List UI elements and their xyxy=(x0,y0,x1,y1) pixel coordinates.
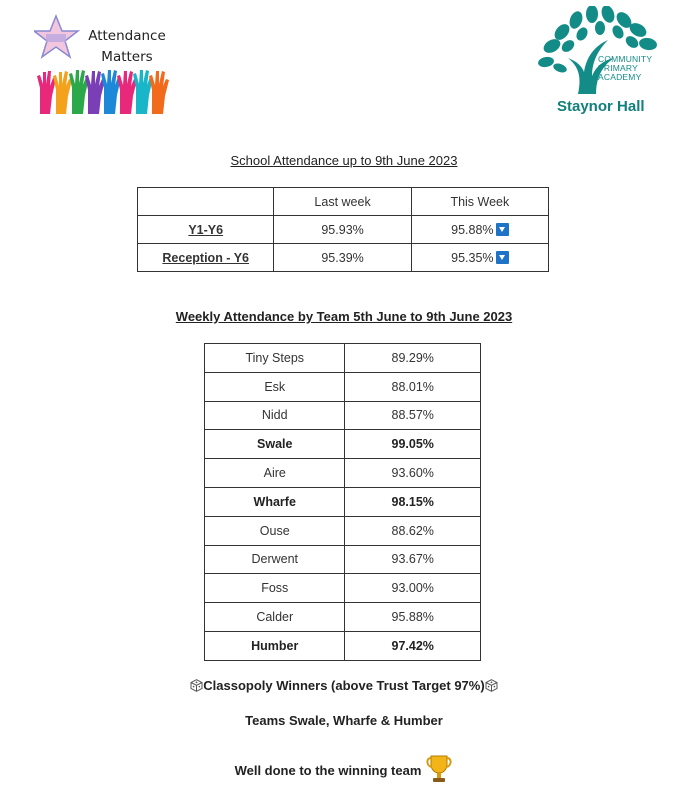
table-row xyxy=(205,430,481,459)
team-name: Wharfe xyxy=(205,487,345,516)
team-value: 95.88% xyxy=(345,603,481,632)
table-row xyxy=(205,487,481,516)
team-attendance-heading-text: Weekly Attendance by Team 5th June to 9th June 2023 xyxy=(175,309,513,324)
team-name: Tiny Steps xyxy=(205,344,345,373)
dice-icon xyxy=(485,679,498,692)
table-row xyxy=(138,216,549,244)
logo-tagline-3: ACADEMY xyxy=(598,72,642,82)
table-row xyxy=(205,603,481,632)
team-name: Aire xyxy=(205,459,345,488)
this-week-cell xyxy=(411,216,548,244)
down-arrow-icon xyxy=(496,223,509,236)
school-name: Staynor Hall xyxy=(557,98,645,115)
this-week-value: 95.35% xyxy=(451,250,494,265)
team-value: 93.67% xyxy=(345,545,481,574)
logo-line-1: Attendance xyxy=(88,28,166,44)
this-week-value: 95.88% xyxy=(451,222,494,237)
dice-icon xyxy=(190,679,203,692)
header-cell-last-week: Last week xyxy=(274,188,411,216)
logo-wordmark xyxy=(82,26,172,68)
team-value: 88.57% xyxy=(345,401,481,430)
team-value: 88.01% xyxy=(345,372,481,401)
table-row xyxy=(205,372,481,401)
down-arrow-icon xyxy=(496,251,509,264)
team-value: 89.29% xyxy=(345,344,481,373)
row-label-reception-y6: Reception - Y6 xyxy=(138,244,274,272)
tree-icon xyxy=(538,6,672,98)
team-name: Swale xyxy=(205,430,345,459)
header-cell-this-week: This Week xyxy=(411,188,548,216)
winning-teams-line: Teams Swale, Wharfe & Humber xyxy=(245,713,443,728)
team-value: 93.60% xyxy=(345,459,481,488)
trophy-icon xyxy=(425,754,453,784)
table-row xyxy=(205,344,481,373)
logo-line-2: Matters xyxy=(101,49,153,65)
staynor-hall-logo xyxy=(538,6,672,122)
table-row xyxy=(205,459,481,488)
table-row xyxy=(205,631,481,660)
table-row xyxy=(205,401,481,430)
team-name: Esk xyxy=(205,372,345,401)
team-name: Foss xyxy=(205,574,345,603)
team-name: Nidd xyxy=(205,401,345,430)
team-attendance-heading xyxy=(0,309,688,324)
table-header-row xyxy=(138,188,549,216)
team-name: Derwent xyxy=(205,545,345,574)
table-row xyxy=(205,516,481,545)
logo-tagline-2: PRIMARY xyxy=(598,63,638,73)
well-done-line xyxy=(0,754,688,784)
table-row xyxy=(205,574,481,603)
team-name: Calder xyxy=(205,603,345,632)
last-week-value: 95.39% xyxy=(274,244,411,272)
team-value: 99.05% xyxy=(345,430,481,459)
winners-text: Classopoly Winners (above Trust Target 97%) xyxy=(203,678,485,693)
school-attendance-table xyxy=(137,187,549,272)
row-label-y1-y6: Y1-Y6 xyxy=(138,216,274,244)
team-value: 98.15% xyxy=(345,487,481,516)
team-name: Humber xyxy=(205,631,345,660)
team-name: Ouse xyxy=(205,516,345,545)
well-done-text: Well done to the winning team xyxy=(234,763,422,778)
attendance-matters-logo xyxy=(34,14,174,118)
logo-tagline-1: COMMUNITY xyxy=(598,54,653,64)
school-attendance-heading: School Attendance up to 9th June 2023 xyxy=(230,153,458,168)
last-week-value: 95.93% xyxy=(274,216,411,244)
team-attendance-table xyxy=(204,343,481,661)
team-value: 97.42% xyxy=(345,631,481,660)
table-row xyxy=(138,244,549,272)
logo-tagline xyxy=(598,55,668,82)
table-row xyxy=(205,545,481,574)
team-value: 88.62% xyxy=(345,516,481,545)
winners-line xyxy=(0,678,688,693)
this-week-cell xyxy=(411,244,548,272)
team-value: 93.00% xyxy=(345,574,481,603)
header-cell-empty xyxy=(138,188,274,216)
